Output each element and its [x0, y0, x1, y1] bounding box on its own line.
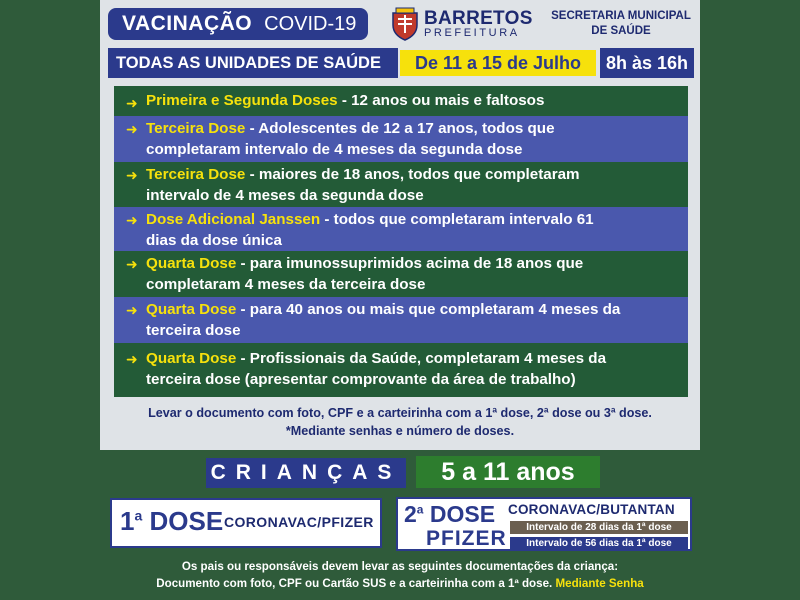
dose-text: - todos que completaram intervalo 61	[320, 211, 594, 228]
dose-band	[114, 207, 688, 251]
vaccination-subtitle: COVID-19	[264, 12, 357, 35]
dose-title: Quarta Dose	[146, 350, 237, 367]
first-dose-number: 1	[120, 506, 135, 536]
documents-note-line-1: Levar o documento com foto, CPF e a carteirinha com a 1ª dose, 2ª dose ou 3ª dose.	[148, 406, 652, 420]
dose-title: Terceira Dose	[146, 166, 246, 183]
children-note-line-2	[100, 575, 700, 592]
documents-note-line-2: *Mediante senhas e número de doses.	[285, 424, 515, 438]
dose-band	[114, 251, 688, 297]
dose-text: - para imunossuprimidos acima de 18 anos que	[236, 255, 584, 272]
vaccination-poster	[100, 0, 700, 600]
vaccination-title: VACINAÇÃO	[122, 12, 253, 35]
first-dose-ordinal: a	[134, 507, 143, 524]
logo-name: BARRETOS	[424, 8, 533, 29]
dose-text-continued: terceira dose (apresentar comprovante da área de trabalho)	[146, 371, 576, 388]
second-dose-pfizer: PFIZER	[426, 527, 507, 550]
logo-sub: PREFEITURA	[424, 27, 520, 39]
dose-title: Dose Adicional Janssen	[146, 211, 321, 228]
second-dose-ordinal: a	[416, 502, 424, 517]
schedule-bar	[108, 48, 694, 78]
secretaria-label	[548, 9, 694, 39]
dates-label: De 11 a 15 de Julho	[400, 50, 596, 76]
first-dose-vaccine: CORONAVAC/PFIZER	[224, 514, 374, 530]
arrow-right-icon: ➜	[126, 256, 138, 272]
dose-band	[114, 116, 688, 162]
children-age-badge: 5 a 11 anos	[416, 456, 600, 488]
interval-pfizer: Intervalo de 56 dias da 1ª dose	[510, 537, 688, 550]
dose-text: - Profissionais da Saúde, completaram 4 meses da	[236, 350, 607, 367]
prefeitura-logo	[390, 6, 540, 42]
interval-coronavac: Intervalo de 28 dias da 1ª dose	[510, 521, 688, 534]
second-dose-box	[396, 497, 692, 551]
dose-band	[114, 162, 688, 207]
dose-text: - Adolescentes de 12 a 17 anos, todos que	[245, 120, 555, 137]
arrow-right-icon: ➜	[126, 95, 138, 111]
arrow-right-icon: ➜	[126, 302, 138, 318]
arrow-right-icon: ➜	[126, 121, 138, 137]
children-note-text: Documento com foto, CPF ou Cartão SUS e a carteirinha com a 1ª dose.	[156, 577, 553, 590]
dose-band	[114, 86, 688, 116]
dose-text-continued: terceira dose	[146, 322, 241, 339]
first-dose-word: DOSE	[142, 506, 224, 536]
dose-list	[114, 86, 688, 397]
dose-text-continued: completaram 4 meses da terceira dose	[146, 276, 426, 293]
documents-note	[100, 404, 700, 440]
dose-title: Quarta Dose	[146, 255, 237, 272]
dose-text-continued: intervalo de 4 meses da segunda dose	[146, 187, 424, 204]
second-dose-label	[404, 501, 495, 528]
secretaria-line-1: SECRETARIA MUNICIPAL	[551, 10, 691, 22]
dose-title: Primeira e Segunda Doses	[146, 92, 338, 109]
arrow-right-icon: ➜	[126, 167, 138, 183]
hours-label: 8h às 16h	[600, 48, 694, 78]
dose-text-continued: completaram intervalo de 4 meses da segunda dose	[146, 141, 523, 158]
dose-text: - 12 anos ou mais e faltosos	[337, 92, 545, 109]
dose-text: - maiores de 18 anos, todos que completaram	[245, 166, 580, 183]
children-note-highlight: Mediante Senha	[555, 577, 644, 590]
coat-of-arms-icon	[390, 7, 420, 41]
dose-text: - para 40 anos ou mais que completaram 4 meses da	[236, 301, 621, 318]
dose-band	[114, 297, 688, 343]
arrow-right-icon: ➜	[126, 212, 138, 228]
second-dose-word: DOSE	[423, 501, 496, 527]
first-dose-box	[110, 498, 382, 548]
secretaria-line-2: DE SAÚDE	[591, 25, 651, 37]
dose-text-continued: dias da dose única	[146, 232, 282, 249]
children-note-line-1: Os pais ou responsáveis devem levar as seguintes documentações da criança:	[181, 560, 619, 573]
vaccination-title-badge	[108, 8, 368, 40]
children-section	[100, 450, 700, 600]
second-dose-number: 2	[404, 501, 417, 527]
dose-title: Quarta Dose	[146, 301, 237, 318]
dose-band	[114, 343, 688, 397]
all-units-label: TODAS AS UNIDADES DE SAÚDE	[108, 48, 398, 78]
first-dose-label	[120, 506, 223, 537]
arrow-right-icon: ➜	[126, 351, 138, 367]
second-dose-coronavac: CORONAVAC/BUTANTAN	[508, 502, 675, 517]
dose-title: Terceira Dose	[146, 120, 246, 137]
children-documents-note	[100, 558, 700, 592]
children-title: CRIANÇAS	[206, 458, 406, 488]
